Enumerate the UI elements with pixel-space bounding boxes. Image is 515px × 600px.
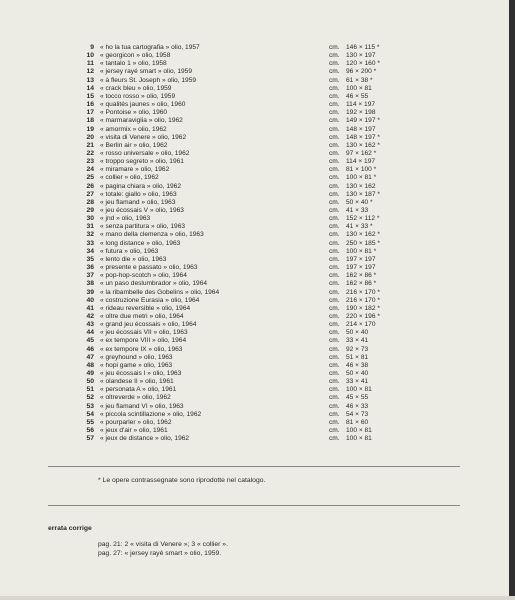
item-title: « troppo segreto » olio, 1961 xyxy=(100,158,184,166)
item-dimensions: 100 × 81 * xyxy=(346,247,377,255)
item-dimensions: 148 × 197 xyxy=(346,125,376,133)
list-item xyxy=(0,313,509,321)
item-unit: cm. xyxy=(329,52,340,60)
item-unit: cm. xyxy=(329,231,340,239)
item-number: 51 xyxy=(86,386,94,394)
list-item xyxy=(0,264,509,272)
item-title: « rideau reversible » olio, 1964 xyxy=(100,304,191,312)
item-number: 55 xyxy=(86,418,94,426)
item-unit: cm. xyxy=(329,418,340,426)
list-item xyxy=(0,403,509,411)
item-dimensions: 41 × 33 xyxy=(346,207,369,214)
item-dimensions: 54 × 73 xyxy=(346,410,369,418)
list-item xyxy=(0,321,509,329)
list-item xyxy=(0,174,509,182)
list-item xyxy=(0,419,509,427)
item-number: 16 xyxy=(86,101,94,109)
list-item xyxy=(0,248,509,256)
item-title: « personata A » olio, 1961 xyxy=(100,386,177,394)
item-number: 18 xyxy=(86,117,94,125)
item-unit: cm. xyxy=(329,60,340,68)
item-unit: cm. xyxy=(329,370,340,377)
list-item xyxy=(0,109,509,117)
item-unit: cm. xyxy=(329,207,340,214)
item-dimensions: 92 × 73 xyxy=(346,345,369,353)
list-item xyxy=(0,329,509,337)
item-number: 36 xyxy=(86,264,94,272)
list-item xyxy=(0,256,509,264)
item-number: 46 xyxy=(86,345,94,353)
list-item xyxy=(0,60,509,68)
item-title: « jersey rayé smart » olio, 1959 xyxy=(100,68,192,76)
item-dimensions: 192 × 198 xyxy=(346,109,376,117)
item-title: « ex tempore IX » olio, 1963 xyxy=(100,345,183,353)
item-title: « amormix » olio, 1962 xyxy=(100,125,167,133)
item-number: 28 xyxy=(86,198,94,206)
item-title: « jeux de distance » olio, 1962 xyxy=(100,435,190,443)
item-number: 41 xyxy=(86,304,94,312)
item-title: « presente e passato » olio, 1963 xyxy=(100,264,198,272)
item-title: « jeu flamand » olio, 1963 xyxy=(100,198,176,206)
list-item xyxy=(0,272,509,280)
list-item xyxy=(0,85,509,93)
item-dimensions: 130 × 162 * xyxy=(346,141,380,149)
list-item xyxy=(0,134,509,142)
item-number: 14 xyxy=(86,84,94,92)
item-dimensions: 41 × 33 * xyxy=(346,223,373,231)
list-item xyxy=(0,126,509,134)
list-item xyxy=(0,142,509,150)
item-title: « tocco rosso » olio, 1959 xyxy=(100,92,176,100)
errata-heading: errata corrige xyxy=(48,525,92,532)
item-number: 20 xyxy=(86,133,94,141)
item-number: 54 xyxy=(86,410,94,418)
item-unit: cm. xyxy=(329,84,340,92)
item-dimensions: 130 × 162 xyxy=(346,182,376,190)
item-number: 43 xyxy=(86,321,94,329)
item-number: 9 xyxy=(90,44,94,51)
item-unit: cm. xyxy=(329,223,340,231)
item-number: 32 xyxy=(86,231,94,239)
item-unit: cm. xyxy=(329,92,340,100)
page-edge xyxy=(509,0,515,600)
item-dimensions: 100 × 81 xyxy=(346,386,372,394)
item-title: « crack bleu » olio, 1959 xyxy=(100,84,172,92)
item-number: 13 xyxy=(86,76,94,84)
divider-top xyxy=(48,466,460,467)
item-title: « qualités jaunes » olio, 1960 xyxy=(100,101,186,109)
item-dimensions: 197 × 197 xyxy=(346,264,376,272)
list-item xyxy=(0,394,509,402)
item-number: 21 xyxy=(86,141,94,149)
item-dimensions: 130 × 187 * xyxy=(346,190,380,198)
item-dimensions: 250 × 185 * xyxy=(346,239,380,247)
item-unit: cm. xyxy=(329,394,340,402)
item-number: 26 xyxy=(86,182,94,190)
item-unit: cm. xyxy=(329,198,340,206)
errata-line: pag. 27: « jersey rayé smart » olio, 1959. xyxy=(98,550,222,557)
item-dimensions: 114 × 197 xyxy=(346,158,376,166)
item-title: « pagina chiara » olio, 1962 xyxy=(100,182,182,190)
item-title: « costruzione Eurasia » olio, 1964 xyxy=(100,296,200,304)
item-unit: cm. xyxy=(329,101,340,109)
item-number: 33 xyxy=(86,239,94,247)
list-item xyxy=(0,378,509,386)
item-unit: cm. xyxy=(329,329,340,337)
list-item xyxy=(0,52,509,60)
item-dimensions: 50 × 40 xyxy=(346,370,369,377)
item-number: 45 xyxy=(86,337,94,345)
item-number: 31 xyxy=(86,223,94,231)
item-title: « jeu flamand VI » olio, 1963 xyxy=(100,402,184,410)
item-dimensions: 46 × 33 xyxy=(346,402,369,410)
item-title: « Pontoise » olio, 1960 xyxy=(100,109,168,117)
item-dimensions: 33 × 41 xyxy=(346,378,369,386)
item-title: « jeu écossais VII » olio, 1963 xyxy=(100,329,188,337)
item-title: « miramare » olio, 1962 xyxy=(100,166,170,174)
item-number: 39 xyxy=(86,288,94,296)
item-dimensions: 216 × 170 * xyxy=(346,288,380,296)
item-unit: cm. xyxy=(329,345,340,353)
item-unit: cm. xyxy=(329,312,340,320)
item-title: « visita di Venere » olio, 1962 xyxy=(100,133,187,141)
item-title: « jeux d'air » olio, 1961 xyxy=(100,427,168,435)
item-unit: cm. xyxy=(329,76,340,84)
item-unit: cm. xyxy=(329,361,340,369)
page-bottom-edge xyxy=(0,596,515,600)
item-unit: cm. xyxy=(329,133,340,141)
list-item xyxy=(0,150,509,158)
item-title: « marmaraviglia » olio, 1962 xyxy=(100,117,183,125)
item-number: 44 xyxy=(86,329,94,337)
list-item xyxy=(0,354,509,362)
list-item xyxy=(0,411,509,419)
item-unit: cm. xyxy=(329,378,340,386)
item-unit: cm. xyxy=(329,247,340,255)
item-title: « piccola scintillazione » olio, 1962 xyxy=(100,410,202,418)
list-item xyxy=(0,240,509,248)
list-item xyxy=(0,68,509,76)
item-number: 24 xyxy=(86,166,94,174)
item-number: 30 xyxy=(86,215,94,223)
item-number: 50 xyxy=(86,378,94,386)
item-title: « futura » olio, 1963 xyxy=(100,247,159,255)
list-item xyxy=(0,77,509,85)
item-dimensions: 96 × 200 * xyxy=(346,68,377,76)
item-unit: cm. xyxy=(329,264,340,272)
list-item xyxy=(0,191,509,199)
list-item xyxy=(0,297,509,305)
item-unit: cm. xyxy=(329,288,340,296)
item-dimensions: 100 × 81 xyxy=(346,435,372,443)
list-item xyxy=(0,166,509,174)
item-dimensions: 214 × 170 xyxy=(346,321,376,329)
item-number: 57 xyxy=(86,435,94,443)
item-dimensions: 46 × 38 xyxy=(346,361,369,369)
item-unit: cm. xyxy=(329,44,340,51)
item-unit: cm. xyxy=(329,174,340,182)
item-title: « ho la tua cartografia » olio, 1957 xyxy=(100,44,200,51)
item-unit: cm. xyxy=(329,141,340,149)
list-item xyxy=(0,215,509,223)
item-dimensions: 152 × 112 * xyxy=(346,215,380,223)
list-item xyxy=(0,117,509,125)
item-dimensions: 197 × 197 xyxy=(346,255,376,263)
item-unit: cm. xyxy=(329,402,340,410)
item-title: « un paso deslumbrador » olio, 1964 xyxy=(100,280,208,288)
item-unit: cm. xyxy=(329,68,340,76)
list-item xyxy=(0,337,509,345)
item-unit: cm. xyxy=(329,427,340,435)
item-dimensions: 61 × 38 * xyxy=(346,76,373,84)
item-title: « tantalo 1 » olio, 1958 xyxy=(100,60,167,68)
divider-bottom xyxy=(48,505,460,506)
item-number: 27 xyxy=(86,190,94,198)
item-number: 10 xyxy=(86,52,94,60)
item-unit: cm. xyxy=(329,304,340,312)
item-number: 38 xyxy=(86,280,94,288)
item-dimensions: 114 × 197 xyxy=(346,101,376,109)
item-title: « la ribambelle des Gobelins » olio, 1964 xyxy=(100,288,220,296)
item-dimensions: 190 × 182 * xyxy=(346,304,380,312)
item-dimensions: 130 × 162 * xyxy=(346,231,380,239)
item-dimensions: 148 × 197 * xyxy=(346,133,380,141)
item-unit: cm. xyxy=(329,166,340,174)
item-title: « oltreverde » olio, 1962 xyxy=(100,394,171,402)
item-unit: cm. xyxy=(329,353,340,361)
item-title: « senza partitura » olio, 1963 xyxy=(100,223,186,231)
item-unit: cm. xyxy=(329,125,340,133)
item-dimensions: 50 × 40 * xyxy=(346,198,373,206)
item-title: « mano della clemenza » olio, 1963 xyxy=(100,231,204,239)
list-item xyxy=(0,362,509,370)
item-dimensions: 130 × 197 xyxy=(346,52,376,60)
item-number: 23 xyxy=(86,158,94,166)
item-unit: cm. xyxy=(329,109,340,117)
item-number: 49 xyxy=(86,370,94,377)
item-title: « ex tempore VIII » olio, 1964 xyxy=(100,337,187,345)
item-number: 22 xyxy=(86,149,94,157)
item-unit: cm. xyxy=(329,158,340,166)
item-unit: cm. xyxy=(329,272,340,280)
item-dimensions: 100 × 81 xyxy=(346,427,372,435)
list-item xyxy=(0,93,509,101)
item-unit: cm. xyxy=(329,149,340,157)
item-title: « jeu écossais I » olio, 1963 xyxy=(100,370,182,377)
item-title: « georgicon » olio, 1958 xyxy=(100,52,171,60)
item-unit: cm. xyxy=(329,296,340,304)
list-item xyxy=(0,101,509,109)
item-title: « hopi game » olio, 1963 xyxy=(100,361,173,369)
item-number: 48 xyxy=(86,361,94,369)
item-number: 35 xyxy=(86,255,94,263)
item-dimensions: 149 × 197 * xyxy=(346,117,380,125)
item-number: 15 xyxy=(86,92,94,100)
item-number: 34 xyxy=(86,247,94,255)
list-item xyxy=(0,280,509,288)
list-item xyxy=(0,370,509,378)
list-item xyxy=(0,289,509,297)
item-title: « greyhound » olio, 1963 xyxy=(100,353,173,361)
item-number: 19 xyxy=(86,125,94,133)
list-item xyxy=(0,183,509,191)
item-number: 47 xyxy=(86,353,94,361)
item-number: 12 xyxy=(86,68,94,76)
item-unit: cm. xyxy=(329,321,340,329)
item-title: « olandese II » olio, 1961 xyxy=(100,378,174,386)
item-title: « totale: giallo » olio, 1963 xyxy=(100,190,177,198)
item-number: 37 xyxy=(86,272,94,280)
item-dimensions: 81 × 60 xyxy=(346,418,369,426)
item-dimensions: 97 × 162 * xyxy=(346,149,377,157)
item-unit: cm. xyxy=(329,190,340,198)
item-title: « jeu écossais V » olio, 1963 xyxy=(100,207,184,214)
item-title: « pop-hop-scotch » olio, 1964 xyxy=(100,272,187,280)
list-item xyxy=(0,158,509,166)
item-title: « rosso universale » olio, 1962 xyxy=(100,149,190,157)
item-dimensions: 50 × 40 xyxy=(346,329,369,337)
item-unit: cm. xyxy=(329,280,340,288)
item-unit: cm. xyxy=(329,410,340,418)
item-title: « grand jeu écossais » olio, 1964 xyxy=(100,321,197,329)
item-dimensions: 100 × 81 * xyxy=(346,174,377,182)
item-unit: cm. xyxy=(329,182,340,190)
item-title: « long distance » olio, 1963 xyxy=(100,239,181,247)
item-title: « collier » olio, 1962 xyxy=(100,174,159,182)
item-dimensions: 51 × 81 xyxy=(346,353,369,361)
list-item xyxy=(0,305,509,313)
item-number: 53 xyxy=(86,402,94,410)
item-dimensions: 216 × 170 * xyxy=(346,296,380,304)
item-unit: cm. xyxy=(329,435,340,443)
item-dimensions: 100 × 81 xyxy=(346,84,372,92)
item-number: 42 xyxy=(86,312,94,320)
list-item xyxy=(0,435,509,443)
item-number: 40 xyxy=(86,296,94,304)
item-unit: cm. xyxy=(329,337,340,345)
list-item xyxy=(0,199,509,207)
item-unit: cm. xyxy=(329,117,340,125)
list-item xyxy=(0,346,509,354)
item-number: 11 xyxy=(86,60,94,68)
item-number: 25 xyxy=(86,174,94,182)
item-number: 56 xyxy=(86,427,94,435)
item-dimensions: 220 × 196 * xyxy=(346,312,380,320)
item-unit: cm. xyxy=(329,215,340,223)
item-dimensions: 162 × 86 * xyxy=(346,280,377,288)
list-item xyxy=(0,207,509,215)
item-unit: cm. xyxy=(329,255,340,263)
item-number: 29 xyxy=(86,207,94,214)
item-title: « Berlin air » olio, 1962 xyxy=(100,141,168,149)
item-dimensions: 120 × 160 * xyxy=(346,60,380,68)
item-title: « pourparler » olio, 1962 xyxy=(100,418,172,426)
item-dimensions: 162 × 86 * xyxy=(346,272,377,280)
item-number: 52 xyxy=(86,394,94,402)
footnote: * Le opere contrassegnate sono riprodotte nel catalogo. xyxy=(98,477,266,484)
list-item xyxy=(0,223,509,231)
item-number: 17 xyxy=(86,109,94,117)
item-title: « à fleurs St. Joseph » olio, 1959 xyxy=(100,76,197,84)
item-unit: cm. xyxy=(329,239,340,247)
item-unit: cm. xyxy=(329,386,340,394)
list-item xyxy=(0,44,509,52)
item-dimensions: 45 × 55 xyxy=(346,394,369,402)
list-item xyxy=(0,231,509,239)
item-dimensions: 81 × 100 * xyxy=(346,166,377,174)
item-title: « lento die » olio, 1963 xyxy=(100,255,167,263)
item-dimensions: 46 × 55 xyxy=(346,92,369,100)
item-title: « jnd » olio, 1963 xyxy=(100,215,151,223)
item-dimensions: 33 × 41 xyxy=(346,337,369,345)
item-dimensions: 146 × 115 * xyxy=(346,44,380,51)
list-item xyxy=(0,386,509,394)
list-item xyxy=(0,427,509,435)
item-title: « oltre due metri » olio, 1964 xyxy=(100,312,184,320)
errata-line: pag. 21: 2 « visita di Venere »; 3 « collier ». xyxy=(98,541,228,548)
